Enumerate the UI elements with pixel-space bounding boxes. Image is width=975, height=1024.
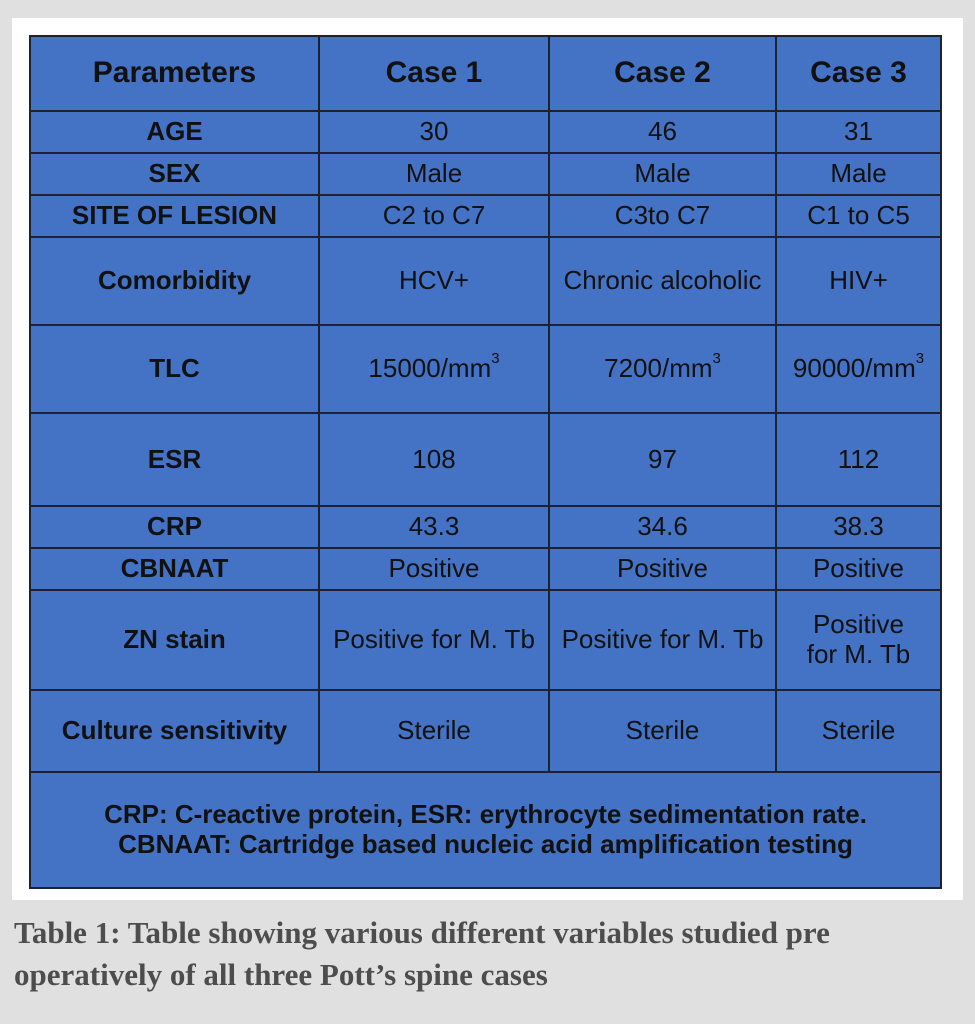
- param-cell: Culture sensitivity: [30, 690, 319, 772]
- case-3-cell: Sterile: [776, 690, 941, 772]
- case-2-cell: 34.6: [549, 506, 776, 548]
- case-2-cell: Positive for M. Tb: [549, 590, 776, 690]
- table-caption: Table 1: Table showing various different variables studied pre operatively of all three Pott’s spine cases: [14, 915, 830, 992]
- case-1-cell: C2 to C7: [319, 195, 549, 237]
- case-3-cell: HIV+: [776, 237, 941, 325]
- case-3-cell: Positive for M. Tb: [776, 590, 941, 690]
- table-row: [30, 237, 941, 325]
- case-3-cell: [776, 325, 941, 413]
- case-1-cell: 108: [319, 413, 549, 506]
- data-table: [29, 35, 942, 889]
- param-cell: ESR: [30, 413, 319, 506]
- case-3-cell: 38.3: [776, 506, 941, 548]
- tlc-value: 90000/mm: [792, 353, 916, 384]
- case-1-cell: Sterile: [319, 690, 549, 772]
- table-row: [30, 325, 941, 413]
- case-2-cell: [549, 325, 776, 413]
- param-cell: CRP: [30, 506, 319, 548]
- param-cell: AGE: [30, 111, 319, 153]
- param-cell: TLC: [30, 325, 319, 413]
- param-cell: Comorbidity: [30, 237, 319, 325]
- superscript: 3: [491, 350, 500, 368]
- header-case-2: Case 2: [549, 36, 776, 111]
- case-3-cell: 112: [776, 413, 941, 506]
- case-2-cell: 46: [549, 111, 776, 153]
- footnote-row: [30, 772, 941, 888]
- case-2-cell: Positive: [549, 548, 776, 590]
- table-footnote: CRP: C-reactive protein, ESR: erythrocyte sedimentation rate. CBNAAT: Cartridge based nucleic acid amplification testing: [30, 772, 941, 888]
- case-2-cell: C3to C7: [549, 195, 776, 237]
- case-3-cell: C1 to C5: [776, 195, 941, 237]
- table-row: [30, 690, 941, 772]
- case-2-cell: 97: [549, 413, 776, 506]
- table-row: [30, 111, 941, 153]
- tlc-value: 15000/mm: [368, 353, 492, 384]
- table-row: [30, 153, 941, 195]
- case-1-cell: Positive for M. Tb: [319, 590, 549, 690]
- param-cell: SITE OF LESION: [30, 195, 319, 237]
- case-3-cell: Male: [776, 153, 941, 195]
- header-parameters: Parameters: [30, 36, 319, 111]
- table-row: [30, 590, 941, 690]
- param-cell: CBNAAT: [30, 548, 319, 590]
- case-3-cell: 31: [776, 111, 941, 153]
- case-1-cell: Male: [319, 153, 549, 195]
- case-1-cell: 43.3: [319, 506, 549, 548]
- table-row: [30, 506, 941, 548]
- case-2-cell: Male: [549, 153, 776, 195]
- header-row: [30, 36, 941, 111]
- case-1-cell: 30: [319, 111, 549, 153]
- table-row: [30, 548, 941, 590]
- case-1-cell: [319, 325, 549, 413]
- tlc-value: 7200/mm: [604, 353, 713, 384]
- table-row: [30, 195, 941, 237]
- case-2-cell: Chronic alcoholic: [549, 237, 776, 325]
- header-case-1: Case 1: [319, 36, 549, 111]
- param-cell: ZN stain: [30, 590, 319, 690]
- superscript: 3: [915, 350, 925, 368]
- table-row: [30, 413, 941, 506]
- case-1-cell: HCV+: [319, 237, 549, 325]
- case-3-cell: Positive: [776, 548, 941, 590]
- param-cell: SEX: [30, 153, 319, 195]
- superscript: 3: [712, 350, 721, 368]
- case-2-cell: Sterile: [549, 690, 776, 772]
- header-case-3: Case 3: [776, 36, 941, 111]
- case-1-cell: Positive: [319, 548, 549, 590]
